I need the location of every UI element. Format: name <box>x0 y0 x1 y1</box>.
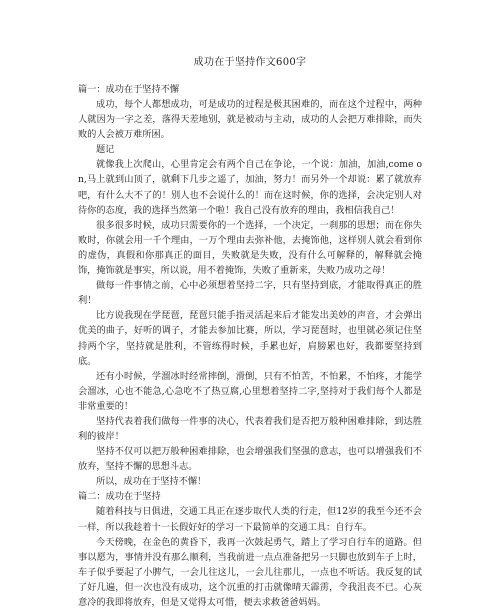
paragraph: 所以，成功在于坚持不懈！ <box>96 476 207 488</box>
paragraph: 做每一件事情之前，心中必须想着坚持二字，只有坚持到底，才能取得真正的胜利！ <box>78 280 422 307</box>
paragraph: 很多很多时候，成功只需要你的一个选择，一个决定，一刹那的思想；而在你失败时，你就会用一千个理由，一万个理由去弥补他，去掩饰他，这样别人就会看到你的虚伪，真假和你那真正的面目，失败就是失败，没有什么可解释的，解释就会掩饰，掩饰就是事实，所以说，用不着掩饰，失败了重新来，失败乃成功之母！ <box>78 219 422 277</box>
document-title: 成功在于坚持作文600字 <box>193 57 307 68</box>
section-heading-2: 篇二：成功在于坚持 <box>78 491 161 503</box>
paragraph: 比方说我现在学琵琶，琵琶只能手指灵活起来后才能发出美妙的声音，才会弹出优美的曲子，好听的调子，才能去参加比赛，所以，学习琵琶时，也里就必须记住坚持两个字，坚持就是胜利，不管练得时候，手累也好，肩膀累也好，我都要坚持到底。 <box>78 310 422 367</box>
paragraph: 坚持代表着我们做每一件事的决心，代表着我们是否把万般种困难排除，到达胜利的彼岸！ <box>78 415 422 443</box>
paragraph: 成功，每个人都想成功，可是成功的过程是极其困难的，而在这个过程中，两种人就因为一字之差，落得天差地别，就是被动与主动，成功的人会把万难排除，而失败的人会被万难所困。 <box>78 99 422 141</box>
paragraph: 坚持不仅可以把万般种困难排除，也会增强我们坚强的意志，也可以增强我们不放弃，坚持不懈的思想斗志。 <box>78 446 422 473</box>
paragraph: 还有小时候，学溜冰时经常摔倒，滑倒，只有不怕苦，不怕累，不怕疼，才能学会溜冰，心也不能急,心急吃不了热豆腐,心里想着坚持二字,坚持对于我们每个人都是非常重要的！ <box>78 370 422 412</box>
paragraph: 就像我上次爬山，心里肯定会有两个自己在争论，一个说：加油，加油,come on,马上就到山顶了，就剩下几步之遥了，加油，努力！而另外一个却说：累了就放弃吧，有什么大不了的！别人也不会说什么的！而在这时候，你的选择，会决定别人对待你的态度，我的选择当然第一个啦！我自己没有放弃的理由，我相信我自己！ <box>78 159 422 216</box>
paragraph: 今天傍晚，在金色的黄昏下，我再一次鼓起勇气，踏上了学习自行车的道路。但事以愿为，事情并没有那么顺利，当我前进一点点准备把另一只脚也放到车子上时，车子似乎要起了小脾气，一会儿往这儿，一会儿往那儿，一点也不听话。我反复的试了好几遍，但一次也没有成功，这个沉重的打击就像晴天霹雳，令我沮丧不已。心灰意冷的我即将放弃，但是又觉得太可惜，便去求救爸爸妈妈。 <box>78 536 422 608</box>
section-heading-1: 篇一：成功在于坚持不懈 <box>78 84 180 95</box>
paragraph: 随着科技与日俱进，交通工具正在逐步取代人类的行走，但12岁的我至今还不会一样，所以我趁着十一长假好好的学习一下最简单的交通工具：自行车。 <box>78 506 422 533</box>
paragraph-epigraph-label: 题记 <box>96 144 115 156</box>
